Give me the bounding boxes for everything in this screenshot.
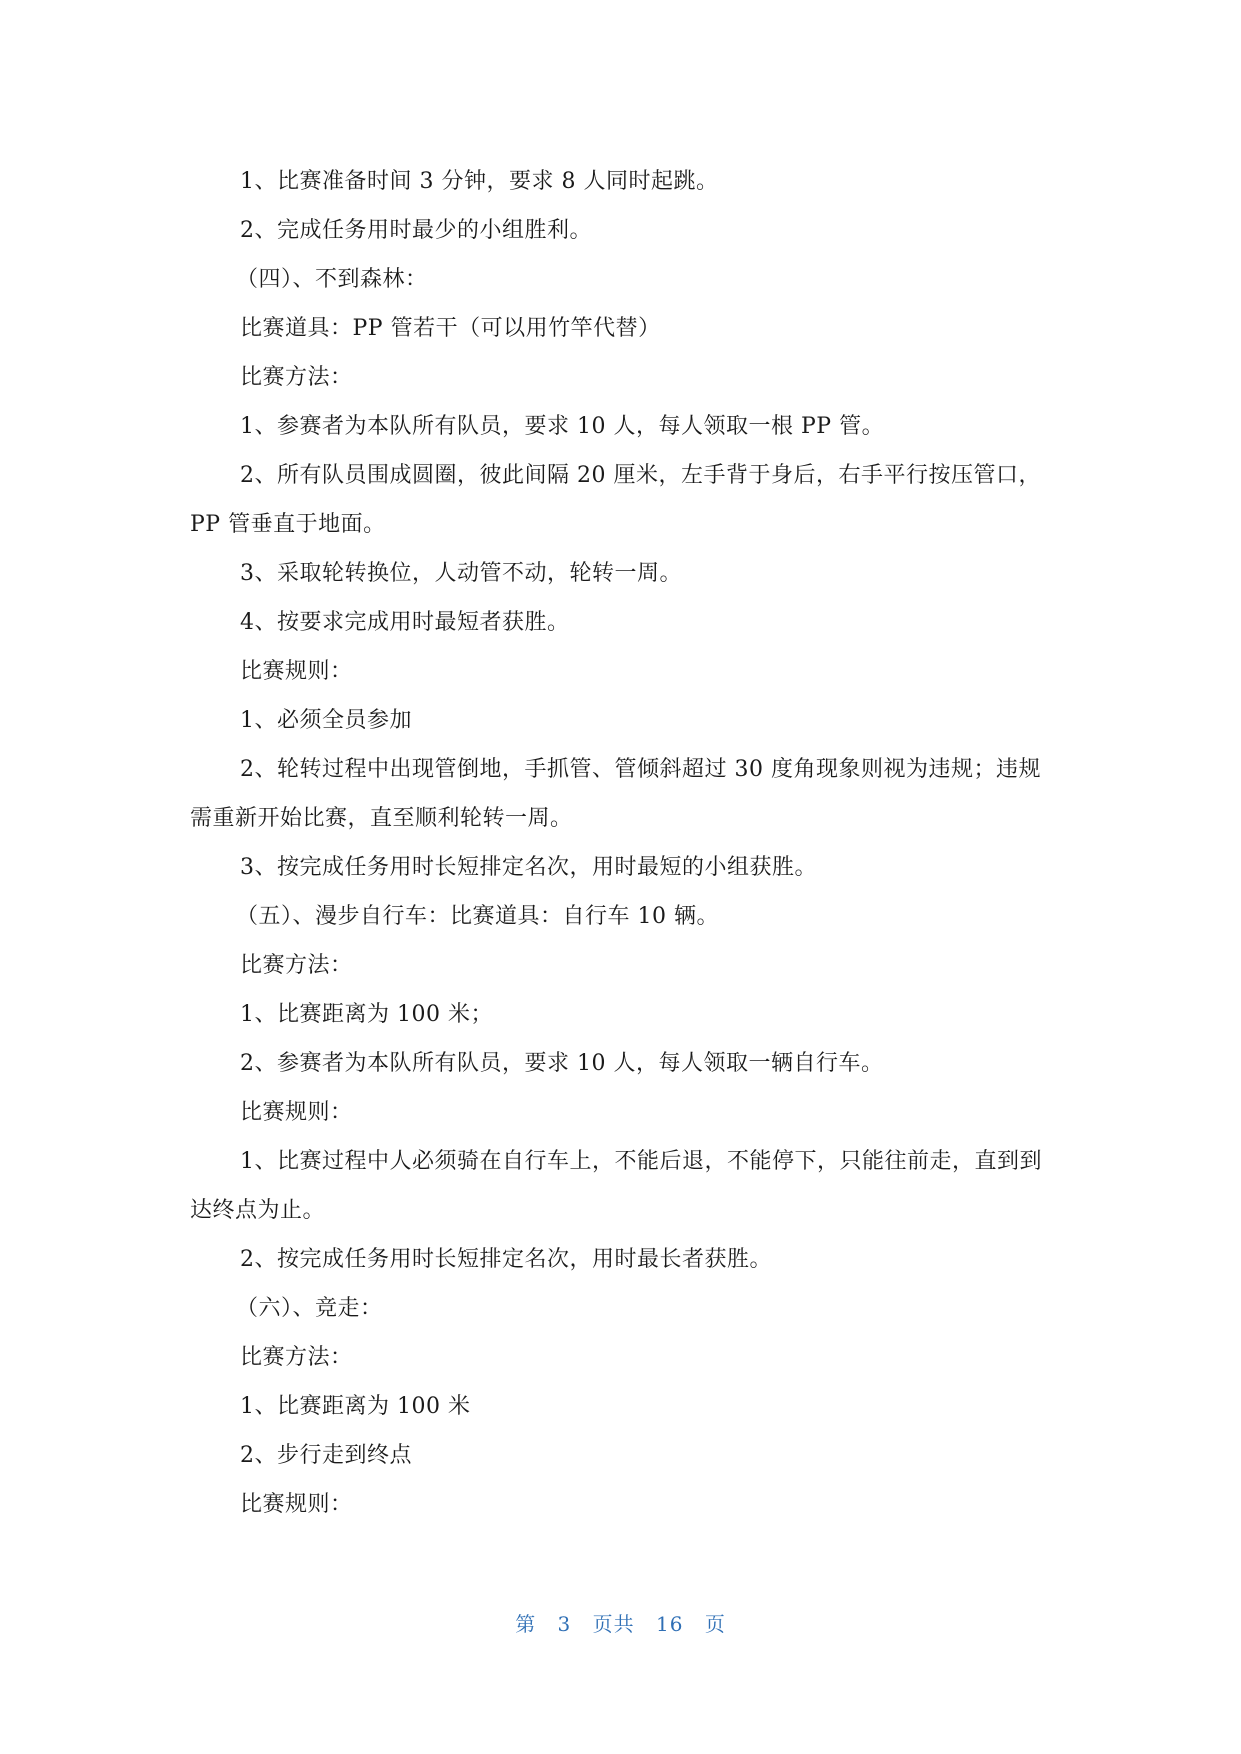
page-footer (0, 1608, 1241, 1637)
paragraph: 比赛方法： (240, 953, 353, 978)
section-heading: （四）、不到森林： (236, 267, 428, 292)
section-heading: （六）、竞走： (236, 1296, 383, 1321)
paragraph: 1、必须全员参加 (240, 708, 412, 733)
current-page-number: 3 (557, 1612, 572, 1636)
paragraph: 比赛道具：PP 管若干（可以用竹竿代替） (240, 316, 661, 341)
paragraph: 比赛规则： (240, 659, 353, 684)
paragraph: 3、采取轮转换位，人动管不动，轮转一周。 (240, 561, 682, 586)
paragraph: 2、所有队员围成圆圈，彼此间隔 20 厘米，左手背于身后，右手平行按压管口，PP 管垂直于地面。 (190, 463, 1041, 537)
paragraph: 1、比赛距离为 100 米； (240, 1002, 493, 1027)
document-body (190, 157, 1050, 1529)
paragraph: 比赛方法： (240, 1345, 353, 1370)
footer-suffix: 页 (704, 1612, 726, 1636)
paragraph: 比赛规则： (240, 1492, 353, 1517)
paragraph: 4、按要求完成用时最短者获胜。 (240, 610, 570, 635)
paragraph: 3、按完成任务用时长短排定名次，用时最短的小组获胜。 (240, 855, 817, 880)
paragraph: 2、参赛者为本队所有队员，要求 10 人，每人领取一辆自行车。 (240, 1051, 884, 1076)
section-heading: （五）、漫步自行车：比赛道具：自行车 10 辆。 (236, 904, 719, 929)
paragraph: 2、完成任务用时最少的小组胜利。 (240, 218, 592, 243)
paragraph: 1、比赛过程中人必须骑在自行车上，不能后退，不能停下，只能往前走，直到到达终点为止。 (190, 1149, 1042, 1223)
paragraph: 比赛规则： (240, 1100, 353, 1125)
total-page-count: 16 (656, 1612, 684, 1636)
paragraph: 1、比赛距离为 100 米 (240, 1394, 471, 1419)
footer-middle: 页共 (592, 1612, 635, 1636)
paragraph: 2、轮转过程中出现管倒地，手抓管、管倾斜超过 30 度角现象则视为违规；违规需重新开始比赛，直至顺利轮转一周。 (190, 757, 1041, 831)
paragraph: 1、参赛者为本队所有队员，要求 10 人，每人领取一根 PP 管。 (240, 414, 885, 439)
paragraph: 2、按完成任务用时长短排定名次，用时最长者获胜。 (240, 1247, 772, 1272)
paragraph: 比赛方法： (240, 365, 353, 390)
paragraph: 2、步行走到终点 (240, 1443, 412, 1468)
footer-prefix: 第 (515, 1612, 537, 1636)
paragraph: 1、比赛准备时间 3 分钟，要求 8 人同时起跳。 (240, 169, 719, 194)
